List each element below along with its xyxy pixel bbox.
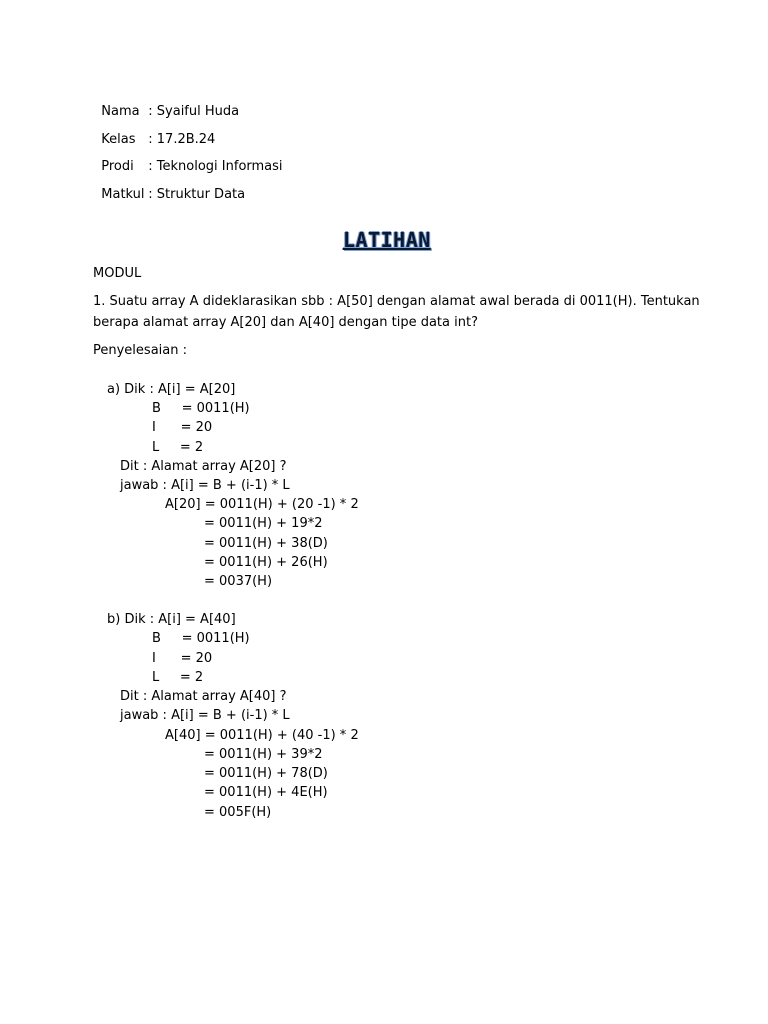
page-title: LATIHAN (343, 228, 431, 252)
field-label: Prodi (101, 159, 134, 174)
part-a-line: L = 2 (152, 440, 204, 455)
field-value: : Syaiful Huda (148, 104, 240, 119)
part-a-line: I = 20 (152, 420, 213, 435)
field-value: : Struktur Data (148, 187, 246, 202)
part-a-line: = 0037(H) (204, 574, 273, 589)
field-value: : 17.2B.24 (148, 132, 216, 147)
part-b-line: Dit : Alamat array A[40] ? (120, 689, 287, 704)
part-a-line: jawab : A[i] = B + (i-1) * L (120, 478, 290, 493)
part-b-line: L = 2 (152, 670, 204, 685)
part-a-line: = 0011(H) + 38(D) (204, 536, 328, 551)
part-b-line: I = 20 (152, 651, 213, 666)
part-b-line: jawab : A[i] = B + (i-1) * L (120, 708, 290, 723)
part-a-line: B = 0011(H) (152, 401, 250, 416)
part-b-line: = 005F(H) (204, 805, 272, 820)
part-b-line: B = 0011(H) (152, 631, 250, 646)
field-label: Nama (101, 104, 140, 119)
part-b-line: A[40] = 0011(H) + (40 -1) * 2 (165, 728, 359, 743)
part-a-line: Dit : Alamat array A[20] ? (120, 459, 287, 474)
part-b-line: = 0011(H) + 39*2 (204, 747, 323, 762)
part-b-line: = 0011(H) + 4E(H) (204, 785, 328, 800)
part-a-line: a) Dik : A[i] = A[20] (107, 382, 236, 397)
field-label: Kelas (101, 132, 136, 147)
field-matkul (93, 171, 245, 203)
question-line-1: 1. Suatu array A dideklarasikan sbb : A[50] dengan alamat awal berada di 0011(H). Tentukan (93, 294, 700, 309)
part-a-line: A[20] = 0011(H) + (20 -1) * 2 (165, 497, 359, 512)
section-label: MODUL (93, 266, 142, 281)
question-line-2: berapa alamat array A[20] dan A[40] dengan tipe data int? (93, 315, 478, 330)
part-a-line: = 0011(H) + 26(H) (204, 555, 328, 570)
part-a-line: = 0011(H) + 19*2 (204, 516, 323, 531)
field-value: : Teknologi Informasi (148, 159, 283, 174)
solution-label: Penyelesaian : (93, 343, 187, 358)
part-b-line: = 0011(H) + 78(D) (204, 766, 328, 781)
field-label: Matkul (101, 187, 145, 202)
part-b-line: b) Dik : A[i] = A[40] (107, 612, 236, 627)
